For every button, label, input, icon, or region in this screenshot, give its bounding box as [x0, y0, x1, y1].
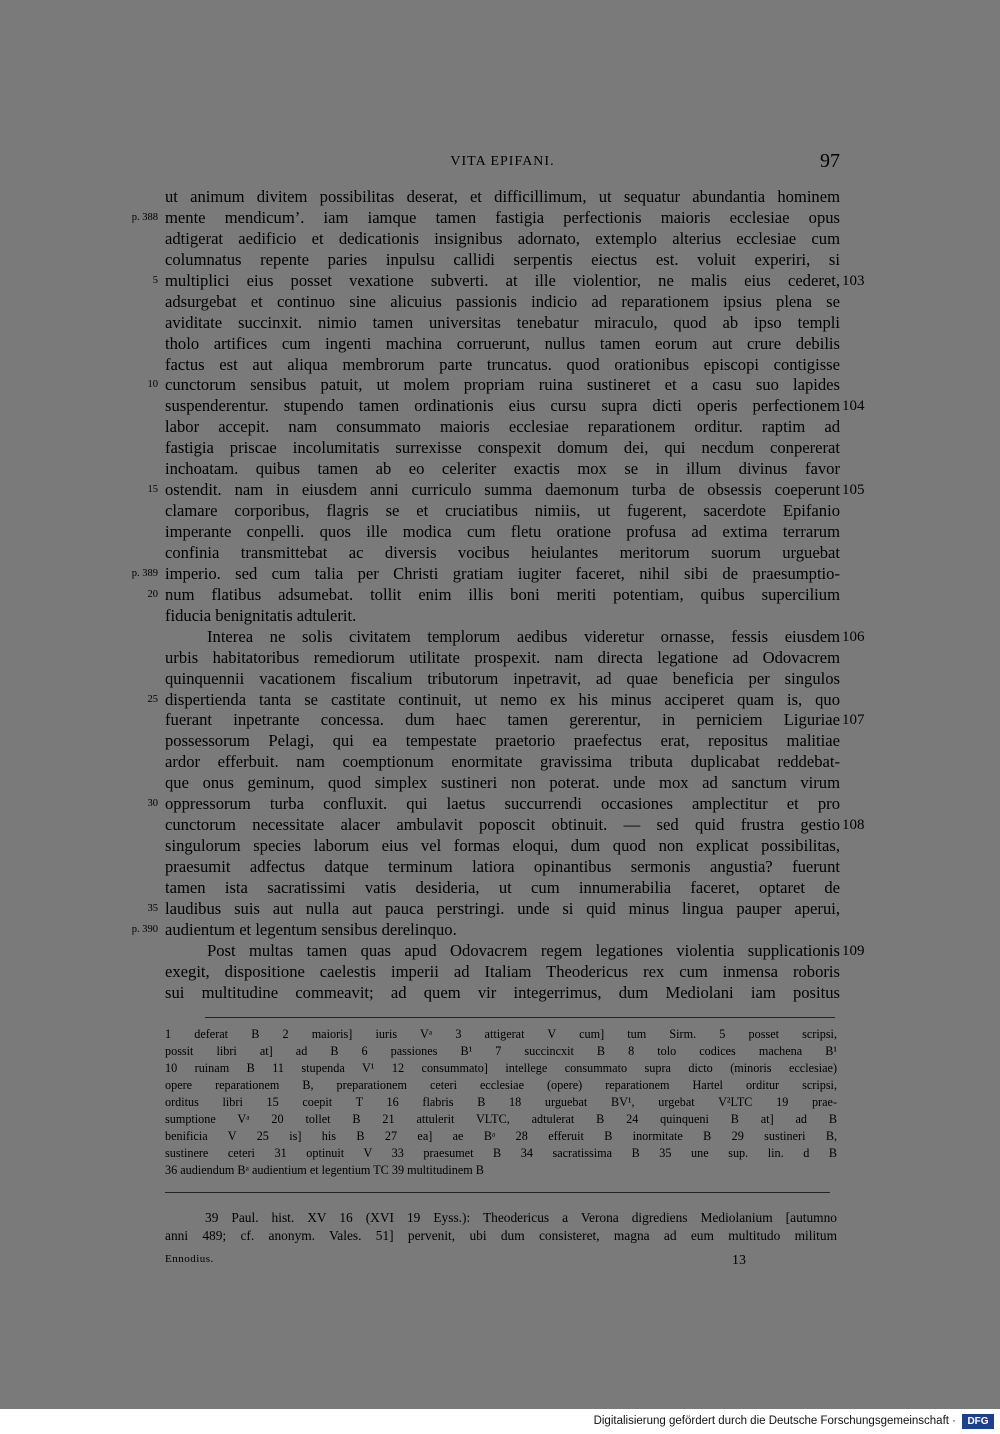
line-text: adtigerat aedificio et dedicationis insignibus adornato, extemplo alterius ecclesiae cum [165, 228, 840, 248]
text-line [165, 731, 840, 752]
text-line [165, 962, 840, 983]
line-text: Post multas tamen quas apud Odovacrem regem legationes violentia supplicationis [207, 940, 840, 960]
line-text: fiducia benignitatis adtulerit. [165, 605, 357, 625]
line-text: confinia transmittebat ac diversis vocibus heiulantes meritorum suorum urguebat [165, 542, 840, 562]
line-text: fuerant inpetrante concessa. dum haec tamen gererentur, in perniciem Liguriae [165, 710, 840, 730]
footnote-text: anni 489; cf. anonym. Vales. 51] pervenit, ubi dum consisteret, magna ad eum multitudo militum [165, 1228, 837, 1243]
line-text: imperio. sed cum talia per Christi gratiam iugiter faceret, nihil sibi de praesumptio- [165, 563, 840, 583]
text-line [131, 919, 840, 941]
margin-section-number: 104 [842, 398, 865, 415]
text-line [131, 207, 840, 229]
line-text: factus est aut aliqua membrorum parte truncatus. quod orationibus episcopi contigisse [165, 354, 840, 374]
margin-section-number: 108 [842, 817, 865, 834]
line-text: urbis habitatoribus remediorum utilitate prospexit. nam directa legatione ad Odovacrem [165, 647, 840, 667]
footnote-line [165, 1227, 837, 1245]
apparatus-line [165, 1094, 837, 1111]
line-text: tamen ista sacratissimi vatis desideria, ut cum innumerabilia faceret, optaret de [165, 877, 840, 897]
text-line [165, 836, 840, 857]
line-text: tholo artifices cum ingenti machina corruerunt, nullus tamen eorum aut crure debilis [165, 333, 840, 353]
digitization-credit-bar [0, 1409, 1000, 1434]
apparatus-line [165, 1162, 837, 1179]
text-line [165, 229, 840, 250]
text-line [165, 334, 840, 355]
apparatus-line [165, 1145, 837, 1162]
line-text: Interea ne solis civitatem templorum aedibus videretur ornasse, fessis eiusdem [207, 626, 840, 646]
text-line [165, 313, 840, 334]
text-line [152, 270, 865, 292]
text-line [165, 815, 865, 836]
text-line [165, 606, 840, 627]
line-text: oppressorum turba confluxit. qui laetus succurrendi occasiones amplectitur et pro [165, 794, 840, 814]
margin-section-number: 109 [842, 942, 865, 959]
margin-section-number: 106 [842, 628, 865, 645]
text-line [165, 940, 865, 962]
margin-line-ref: p. 388 [131, 211, 158, 223]
text-line [147, 375, 840, 396]
text-line [165, 983, 840, 1004]
line-text: columnatus repente paries inpulsu callidi serpentis eiectus est. voluit experiri, si [165, 249, 840, 269]
text-line [165, 857, 840, 878]
footnote-text: 39 Paul. hist. XV 16 (XVI 19 Eyss.): Theodericus a Verona digrediens Mediolanium [autumno [205, 1210, 837, 1225]
apparatus-text: benificia V 25 is] his B 27 ea] ae Bᵃ 28 efferuit B inormitate B 29 sustineri B, [165, 1129, 837, 1143]
apparatus-line [165, 1026, 837, 1043]
text-line [165, 522, 840, 543]
line-text: suspenderentur. stupendo tamen ordinationis eius cursu supra dicti operis perfectionem [165, 396, 840, 416]
line-text: ostendit. nam in eiusdem anni curriculo summa daemonum turba de obsessis coeperunt [165, 480, 840, 500]
apparatus-text: possit libri at] ad B 6 passiones B¹ 7 succincxit B 8 tolo codices machena B¹ [165, 1044, 837, 1058]
text-line [165, 710, 865, 731]
line-text: mente mendicum’. iam iamque tamen fastigia perfectionis maioris ecclesiae opus [165, 207, 840, 227]
apparatus-text: 10 ruinam B 11 stupenda V¹ 12 consummato] intellege consummato supra dicto (minoris ecclesiae) [165, 1061, 837, 1075]
line-text: quinquennii vacationem fiscalium tributorum inpetravit, ad quae beneficia per singulos [165, 668, 840, 688]
line-text: cunctorum sensibus patuit, ut molem propriam ruina sustineret et a casu suo lapides [165, 375, 840, 395]
margin-line-ref: 5 [152, 274, 158, 286]
margin-section-number: 103 [842, 272, 865, 289]
margin-line-ref: p. 390 [131, 923, 158, 935]
line-text: adsurgebat et continuo sine alicuius passionis indicio ad reparationem ipsius plena se [165, 291, 840, 311]
text-line [165, 355, 840, 376]
text-line [165, 292, 840, 313]
text-line [165, 773, 840, 794]
text-line [165, 250, 840, 271]
line-text: laudibus suis aut nulla aut pauca perstringi. unde si quid minus lingua pauper aperui, [165, 898, 840, 918]
text-line [147, 689, 840, 711]
margin-line-ref: 20 [147, 588, 158, 600]
apparatus-line [165, 1077, 837, 1094]
line-text: singulorum species laborum eius vel formas eloqui, dum quod non explicat possibilitas, [165, 836, 840, 856]
apparatus-text: orditus libri 15 coepit T 16 flabris B 18 urguebat BV¹, urgebat V²LTC 19 prae- [165, 1095, 837, 1109]
line-text: ut animum divitem possibilitas deserat, et difficillimum, ut sequatur abundantia hominem [165, 187, 840, 206]
line-text: praesumit adfectus datque terminum latiora opinantibus sermonis angustia? fuerunt [165, 857, 840, 876]
credit-text: Digitalisierung gefördert durch die Deutsche Forschungsgemeinschaft · [593, 1415, 956, 1427]
margin-line-ref: 15 [147, 484, 158, 496]
line-text: sui multitudine commeavit; ad quem vir integerrimus, dum Mediolani iam positus [165, 982, 840, 1002]
apparatus-text: 1 deferat B 2 maioris] iuris Vᵃ 3 attigerat V cum] tum Sirm. 5 posset scripsi, [165, 1027, 837, 1041]
text-line [147, 898, 840, 920]
text-line [165, 669, 840, 690]
line-text: que onus geminum, quod simplex sustineri non poterat. unde mox ad sanctum virum [165, 773, 840, 793]
footnote-line [165, 1209, 837, 1227]
margin-line-ref: 10 [147, 379, 158, 391]
apparatus-line [165, 1060, 837, 1077]
apparatus-separator-bottom [165, 1192, 830, 1193]
sheet-number: 13 [732, 1253, 746, 1268]
line-text: inchoatam. quibus tamen ab eo celeriter exactis mox se in illum divinus favor [165, 459, 840, 479]
margin-line-ref: 30 [147, 798, 158, 810]
line-text: num flatibus adsumebat. tollit enim illis boni meriti potentiam, quibus supercilium [165, 584, 840, 604]
text-line [165, 648, 840, 669]
margin-line-ref: p. 389 [131, 567, 158, 579]
text-line [147, 480, 865, 501]
text-line [165, 626, 865, 648]
page-number: 97 [820, 150, 840, 172]
apparatus-text: opere reparationem B, preparationem ceteri ecclesiae (opere) reparationem Hartel orditur scripsi, [165, 1078, 837, 1092]
line-text: fastigia priscae incolumitatis surrexisse conspexit domum dei, qui necdum conpererat [165, 438, 840, 458]
apparatus-line [165, 1128, 837, 1145]
text-line [165, 878, 840, 899]
text-line [165, 187, 840, 208]
line-text: multiplici eius posset vexatione subverti. at ille violentior, ne malis eius cederet, [165, 270, 840, 290]
text-line [165, 752, 840, 773]
line-text: exegit, dispositione caelestis imperii ad Italiam Theodericus rex cum inmensa roboris [165, 961, 840, 981]
line-text: labor accepit. nam consummato maioris ecclesiae reparationem orditur. raptim ad [165, 417, 840, 437]
critical-apparatus [165, 1026, 837, 1179]
apparatus-text: 36 audiendum Bᵃ audientium et legentium TC 39 multitudinem B [165, 1163, 484, 1177]
text-line [165, 501, 840, 522]
line-text: clamare corporibus, flagris se et cruciatibus nimiis, ut fugerent, sacerdote Epifanio [165, 501, 840, 521]
line-text: cunctorum necessitate alacer ambulavit poposcit obtinuit. — sed quid frustra gestio [165, 815, 840, 835]
signature-mark: Ennodius. [165, 1253, 214, 1265]
line-text: ardor efferbuit. nam coemptionum enormitate gravissima tributa duplicabat reddebat- [165, 752, 840, 772]
dfg-logo: DFG [962, 1414, 994, 1429]
margin-section-number: 105 [842, 482, 865, 499]
apparatus-text: sustinere ceteri 31 optinuit V 33 praesumet B 34 sacratissima B 35 une sup. lin. d B [165, 1146, 837, 1160]
text-line [131, 563, 840, 585]
source-footnote [165, 1209, 837, 1245]
running-title: VITA EPIFANI. [450, 154, 555, 169]
apparatus-line [165, 1043, 837, 1060]
margin-line-ref: 35 [147, 902, 158, 914]
text-line [165, 459, 840, 480]
text-line [165, 543, 840, 564]
margin-section-number: 107 [842, 712, 865, 729]
line-text: possessorum Pelagi, qui ea tempestate praetorio praefectus erat, repositus malitiae [165, 731, 840, 751]
apparatus-separator-top [205, 1017, 835, 1018]
line-text: dispertienda tanta se castitate continuit, ut nemo ex his minus acciperet quam is, quo [165, 689, 840, 709]
line-text: audientum et legentum sensibus derelinquo. [165, 919, 457, 939]
main-text [131, 187, 865, 1004]
text-line [165, 438, 840, 459]
text-line [165, 417, 840, 438]
line-text: aviditate succinxit. nimio tamen universitas tenebatur miraculo, quod ab ipso templi [165, 312, 840, 332]
margin-line-ref: 25 [147, 693, 158, 705]
text-line [147, 794, 840, 815]
line-text: imperante conpelli. quos ille modica cum fletu oratione profusa ad extima terrarum [165, 522, 840, 541]
text-line [165, 396, 865, 417]
text-line [147, 584, 840, 606]
apparatus-text: sumptione Vᵃ 20 tollet B 21 attulerit VLTC, adtulerat B 24 quinqueni B at] ad B [165, 1112, 837, 1126]
apparatus-line [165, 1111, 837, 1128]
running-header [165, 150, 840, 174]
